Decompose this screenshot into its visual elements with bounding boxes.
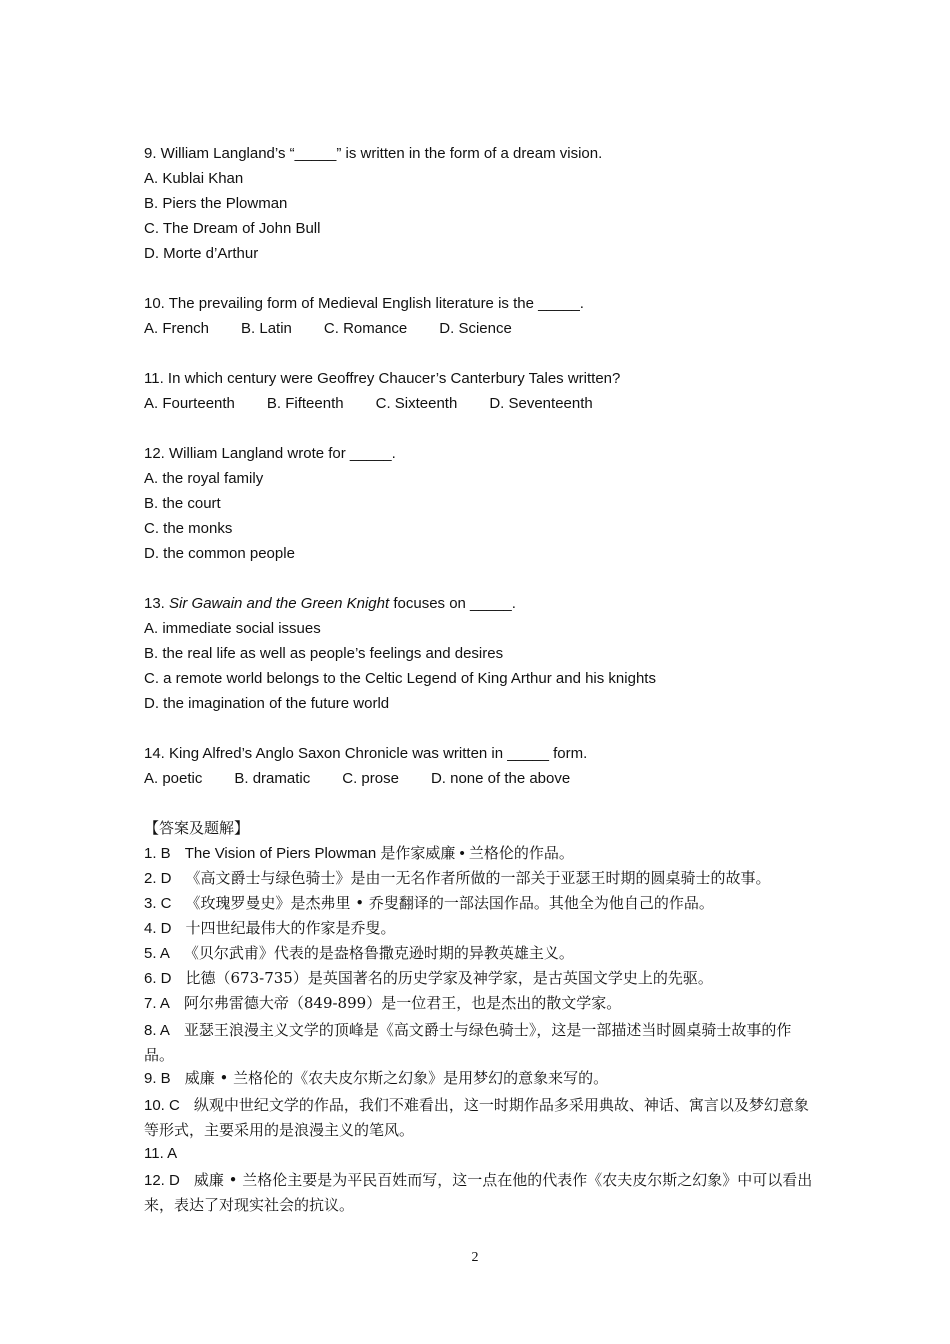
question-10 — [144, 293, 814, 343]
question-stem: 11. In which century were Geoffrey Chaucer’s Canterbury Tales written? — [144, 370, 621, 387]
answer-item — [144, 943, 814, 968]
answer-item — [144, 893, 814, 918]
answer-item — [144, 993, 814, 1018]
page-number: 2 — [471, 1250, 479, 1265]
option: A. immediate social issues — [144, 620, 321, 637]
option: D. Science — [439, 320, 512, 337]
answer-explanation: 阿尔弗雷德大帝（849-899）是一位君王，也是杰出的散文学家。 — [183, 994, 622, 1012]
option: C. Romance — [323, 320, 408, 337]
answer-explanation: 亚瑟王浪漫主义文学的顶峰是《高文爵士与绿色骑士》，这是一部描述当时圆桌骑士故事的作品。 — [144, 1021, 792, 1064]
option: B. the real life as well as people’s feelings and desires — [144, 645, 504, 662]
question-14 — [144, 743, 814, 793]
option: D. the imagination of the future world — [144, 695, 390, 712]
option: C. the monks — [144, 520, 233, 537]
answer-key: 2. D — [144, 870, 172, 887]
answer-item — [144, 968, 814, 993]
work-title: Sir Gawain and the Green Knight — [169, 595, 390, 612]
answer-section — [144, 818, 814, 1218]
option-row — [144, 318, 814, 343]
option: C. a remote world belongs to the Celtic Legend of King Arthur and his knights — [144, 670, 656, 687]
answer-explanation: 《玫瑰罗曼史》是杰弗里 • 乔叟翻译的一部法国作品。其他全为他自己的作品。 — [185, 894, 714, 912]
option: C. prose — [342, 770, 399, 787]
option: B. the court — [144, 495, 221, 512]
answer-key: 4. D — [144, 920, 172, 937]
question-text: focuses on _____. — [393, 595, 516, 612]
answer-key: 12. D — [144, 1172, 180, 1189]
option: C. Sixteenth — [375, 395, 458, 412]
question-stem — [144, 593, 814, 618]
option: A. Kublai Khan — [144, 170, 244, 187]
question-9 — [144, 143, 814, 268]
question-11 — [144, 368, 814, 418]
option: D. none of the above — [430, 770, 571, 787]
option: A. Fourteenth — [144, 395, 235, 412]
answer-explanation: 比德（673-735）是英国著名的历史学家及神学家，是古英国文学史上的先驱。 — [185, 969, 713, 987]
answer-key: 8. A — [144, 1022, 170, 1039]
answer-key: 1. B — [144, 845, 171, 862]
answer-heading: 【答案及题解】 — [144, 819, 250, 837]
answer-explanation: 十四世纪最伟大的作家是乔叟。 — [185, 919, 396, 937]
answer-explanation: 威廉 • 兰格伦主要是为平民百姓而写，这一点在他的代表作《农夫皮尔斯之幻象》中可以看出来，表达了对现实社会的抗议。 — [144, 1171, 813, 1214]
option: D. Morte d’Arthur — [144, 245, 259, 262]
option: D. the common people — [144, 545, 295, 562]
question-stem: 10. The prevailing form of Medieval English literature is the _____. — [144, 295, 584, 312]
answer-explanation: 纵观中世纪文学的作品，我们不难看出，这一时期作品多采用典故、神话、寓言以及梦幻意象等形式，主要采用的是浪漫主义的笔风。 — [144, 1096, 809, 1139]
option: A. the royal family — [144, 470, 264, 487]
answer-item — [144, 918, 814, 943]
option: A. French — [144, 320, 210, 337]
answer-item — [144, 868, 814, 893]
option: B. Piers the Plowman — [144, 195, 288, 212]
answer-key: 9. B — [144, 1070, 171, 1087]
option: B. Fifteenth — [266, 395, 344, 412]
answer-explanation: 《高文爵士与绿色骑士》是由一无名作者所做的一部关于亚瑟王时期的圆桌骑士的故事。 — [185, 869, 771, 887]
answer-item — [144, 1093, 814, 1143]
answer-explanation: 威廉 • 兰格伦的《农夫皮尔斯之幻象》是用梦幻的意象来写的。 — [184, 1069, 609, 1087]
question-stem: 12. William Langland wrote for _____. — [144, 445, 396, 462]
answer-key: 5. A — [144, 945, 170, 962]
option-row — [144, 768, 814, 793]
question-stem: 9. William Langland’s “_____” is written in the form of a dream vision. — [144, 145, 603, 162]
option: C. The Dream of John Bull — [144, 220, 321, 237]
answer-key: 6. D — [144, 970, 172, 987]
option: B. dramatic — [234, 770, 311, 787]
option: A. poetic — [144, 770, 203, 787]
question-stem: 14. King Alfred’s Anglo Saxon Chronicle was written in _____ form. — [144, 745, 588, 762]
answer-item — [144, 843, 814, 868]
answer-item — [144, 1018, 814, 1068]
answer-explanation: 《贝尔武甫》代表的是盎格鲁撒克逊时期的异教英雄主义。 — [183, 944, 574, 962]
answer-key: 11. A — [144, 1145, 178, 1162]
answer-key: 7. A — [144, 995, 170, 1012]
answer-item — [144, 1168, 814, 1218]
document-page — [144, 143, 814, 1218]
option: D. Seventeenth — [489, 395, 593, 412]
question-number: 13. — [144, 595, 165, 612]
answer-key: 10. C — [144, 1097, 180, 1114]
answer-item — [144, 1068, 814, 1093]
question-13 — [144, 593, 814, 718]
option-row — [144, 393, 814, 418]
option: B. Latin — [241, 320, 292, 337]
answer-key: 3. C — [144, 895, 172, 912]
answer-explanation: The Vision of Piers Plowman 是作家威廉 • 兰格伦的作品。 — [184, 845, 574, 862]
question-12 — [144, 443, 814, 568]
answer-item — [144, 1143, 814, 1168]
